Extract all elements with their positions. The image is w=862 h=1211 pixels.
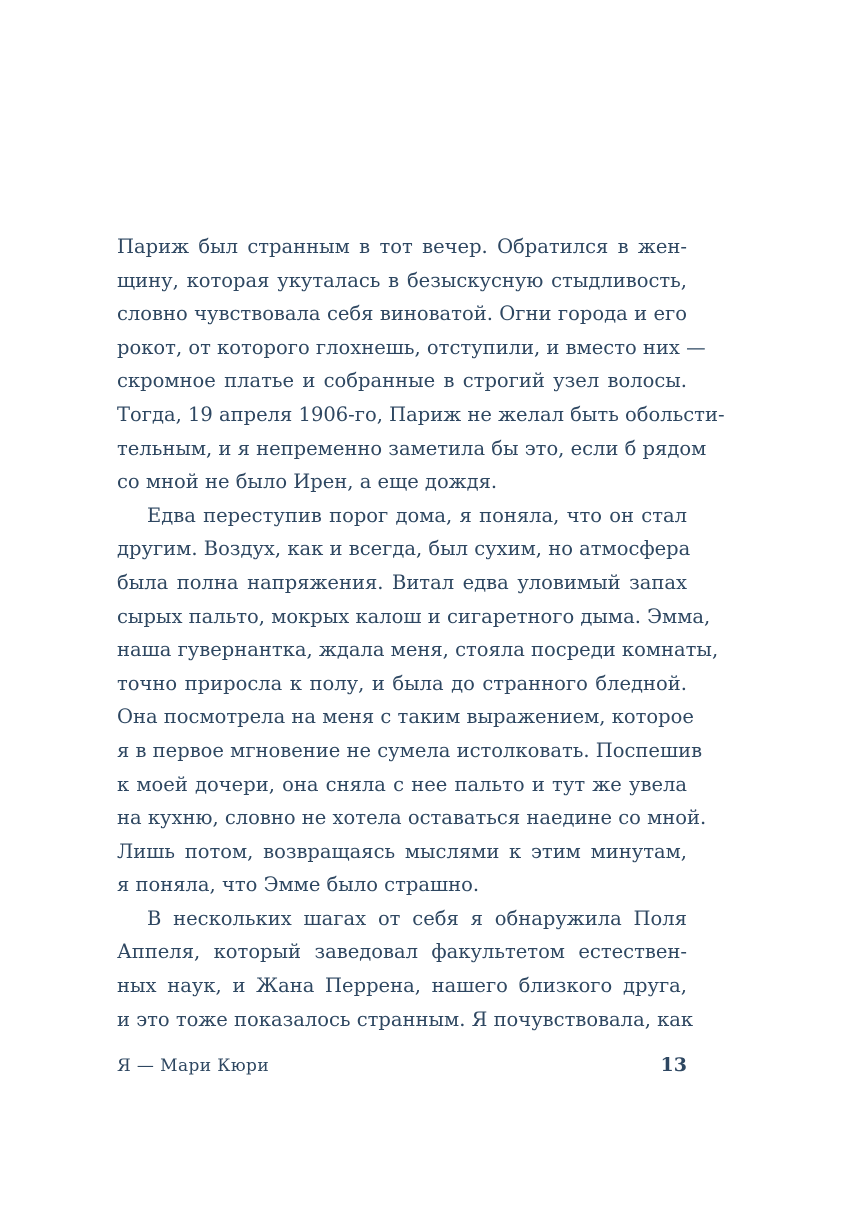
text-line: тельным, и я непременно заметила бы это, если б рядом <box>117 436 707 460</box>
paragraph-1 <box>117 230 725 499</box>
text-line: я в первое мгновение не сумела истолковать. Поспешив <box>117 738 703 762</box>
text-line: на кухню, словно не хотела оставаться наедине со мной. <box>117 806 707 830</box>
text-line: В нескольких шагах от себя я обнаружила Поля <box>147 906 687 930</box>
text-line: рокот, от которого глохнешь, отступили, и вместо них — <box>117 335 706 359</box>
text-line: сырых пальто, мокрых калош и сигаретного дыма. Эмма, <box>117 604 711 628</box>
text-line: Едва переступив порог дома, я поняла, что он стал <box>147 503 687 527</box>
text-line: щину, которая укуталась в безыскусную стыдливость, <box>117 268 687 292</box>
text-line: словно чувствовала себя виноватой. Огни города и его <box>117 302 687 326</box>
text-line: Лишь потом, возвращаясь мыслями к этим минутам, <box>117 839 687 863</box>
text-line: со мной не было Ирен, а еще дождя. <box>117 470 498 494</box>
text-line: другим. Воздух, как и всегда, был сухим, но атмосфера <box>117 537 691 561</box>
page-number: 13 <box>660 1054 687 1076</box>
text-line: Париж был странным в тот вечер. Обратился в жен- <box>117 235 687 258</box>
text-line: точно приросла к полу, и была до странного бледной. <box>117 671 687 695</box>
text-line: я поняла, что Эмме было страшно. <box>117 873 480 897</box>
text-line: и это тоже показалось странным. Я почувствовала, как <box>117 1007 694 1031</box>
text-line: наша гувернантка, ждала меня, стояла посреди комнаты, <box>117 638 719 662</box>
text-line: Она посмотрела на меня с таким выражением, которое <box>117 705 694 729</box>
text-line: к моей дочери, она сняла с нее пальто и тут же увела <box>117 772 687 796</box>
text-line: была полна напряжения. Витал едва уловимый запах <box>117 570 687 594</box>
page-body <box>117 230 725 1036</box>
paragraph-2 <box>117 499 719 902</box>
text-line: Тогда, 19 апреля 1906-го, Париж не желал быть обольсти- <box>117 402 725 426</box>
text-line: Аппеля, который заведовал факультетом естествен- <box>117 940 687 964</box>
running-title: Я — Мари Кюри <box>117 1056 270 1076</box>
text-line: скромное платье и собранные в строгий узел волосы. <box>117 369 687 393</box>
text-line: ных наук, и Жана Перрена, нашего близкого друга, <box>117 974 687 998</box>
paragraph-3 <box>117 902 694 1036</box>
